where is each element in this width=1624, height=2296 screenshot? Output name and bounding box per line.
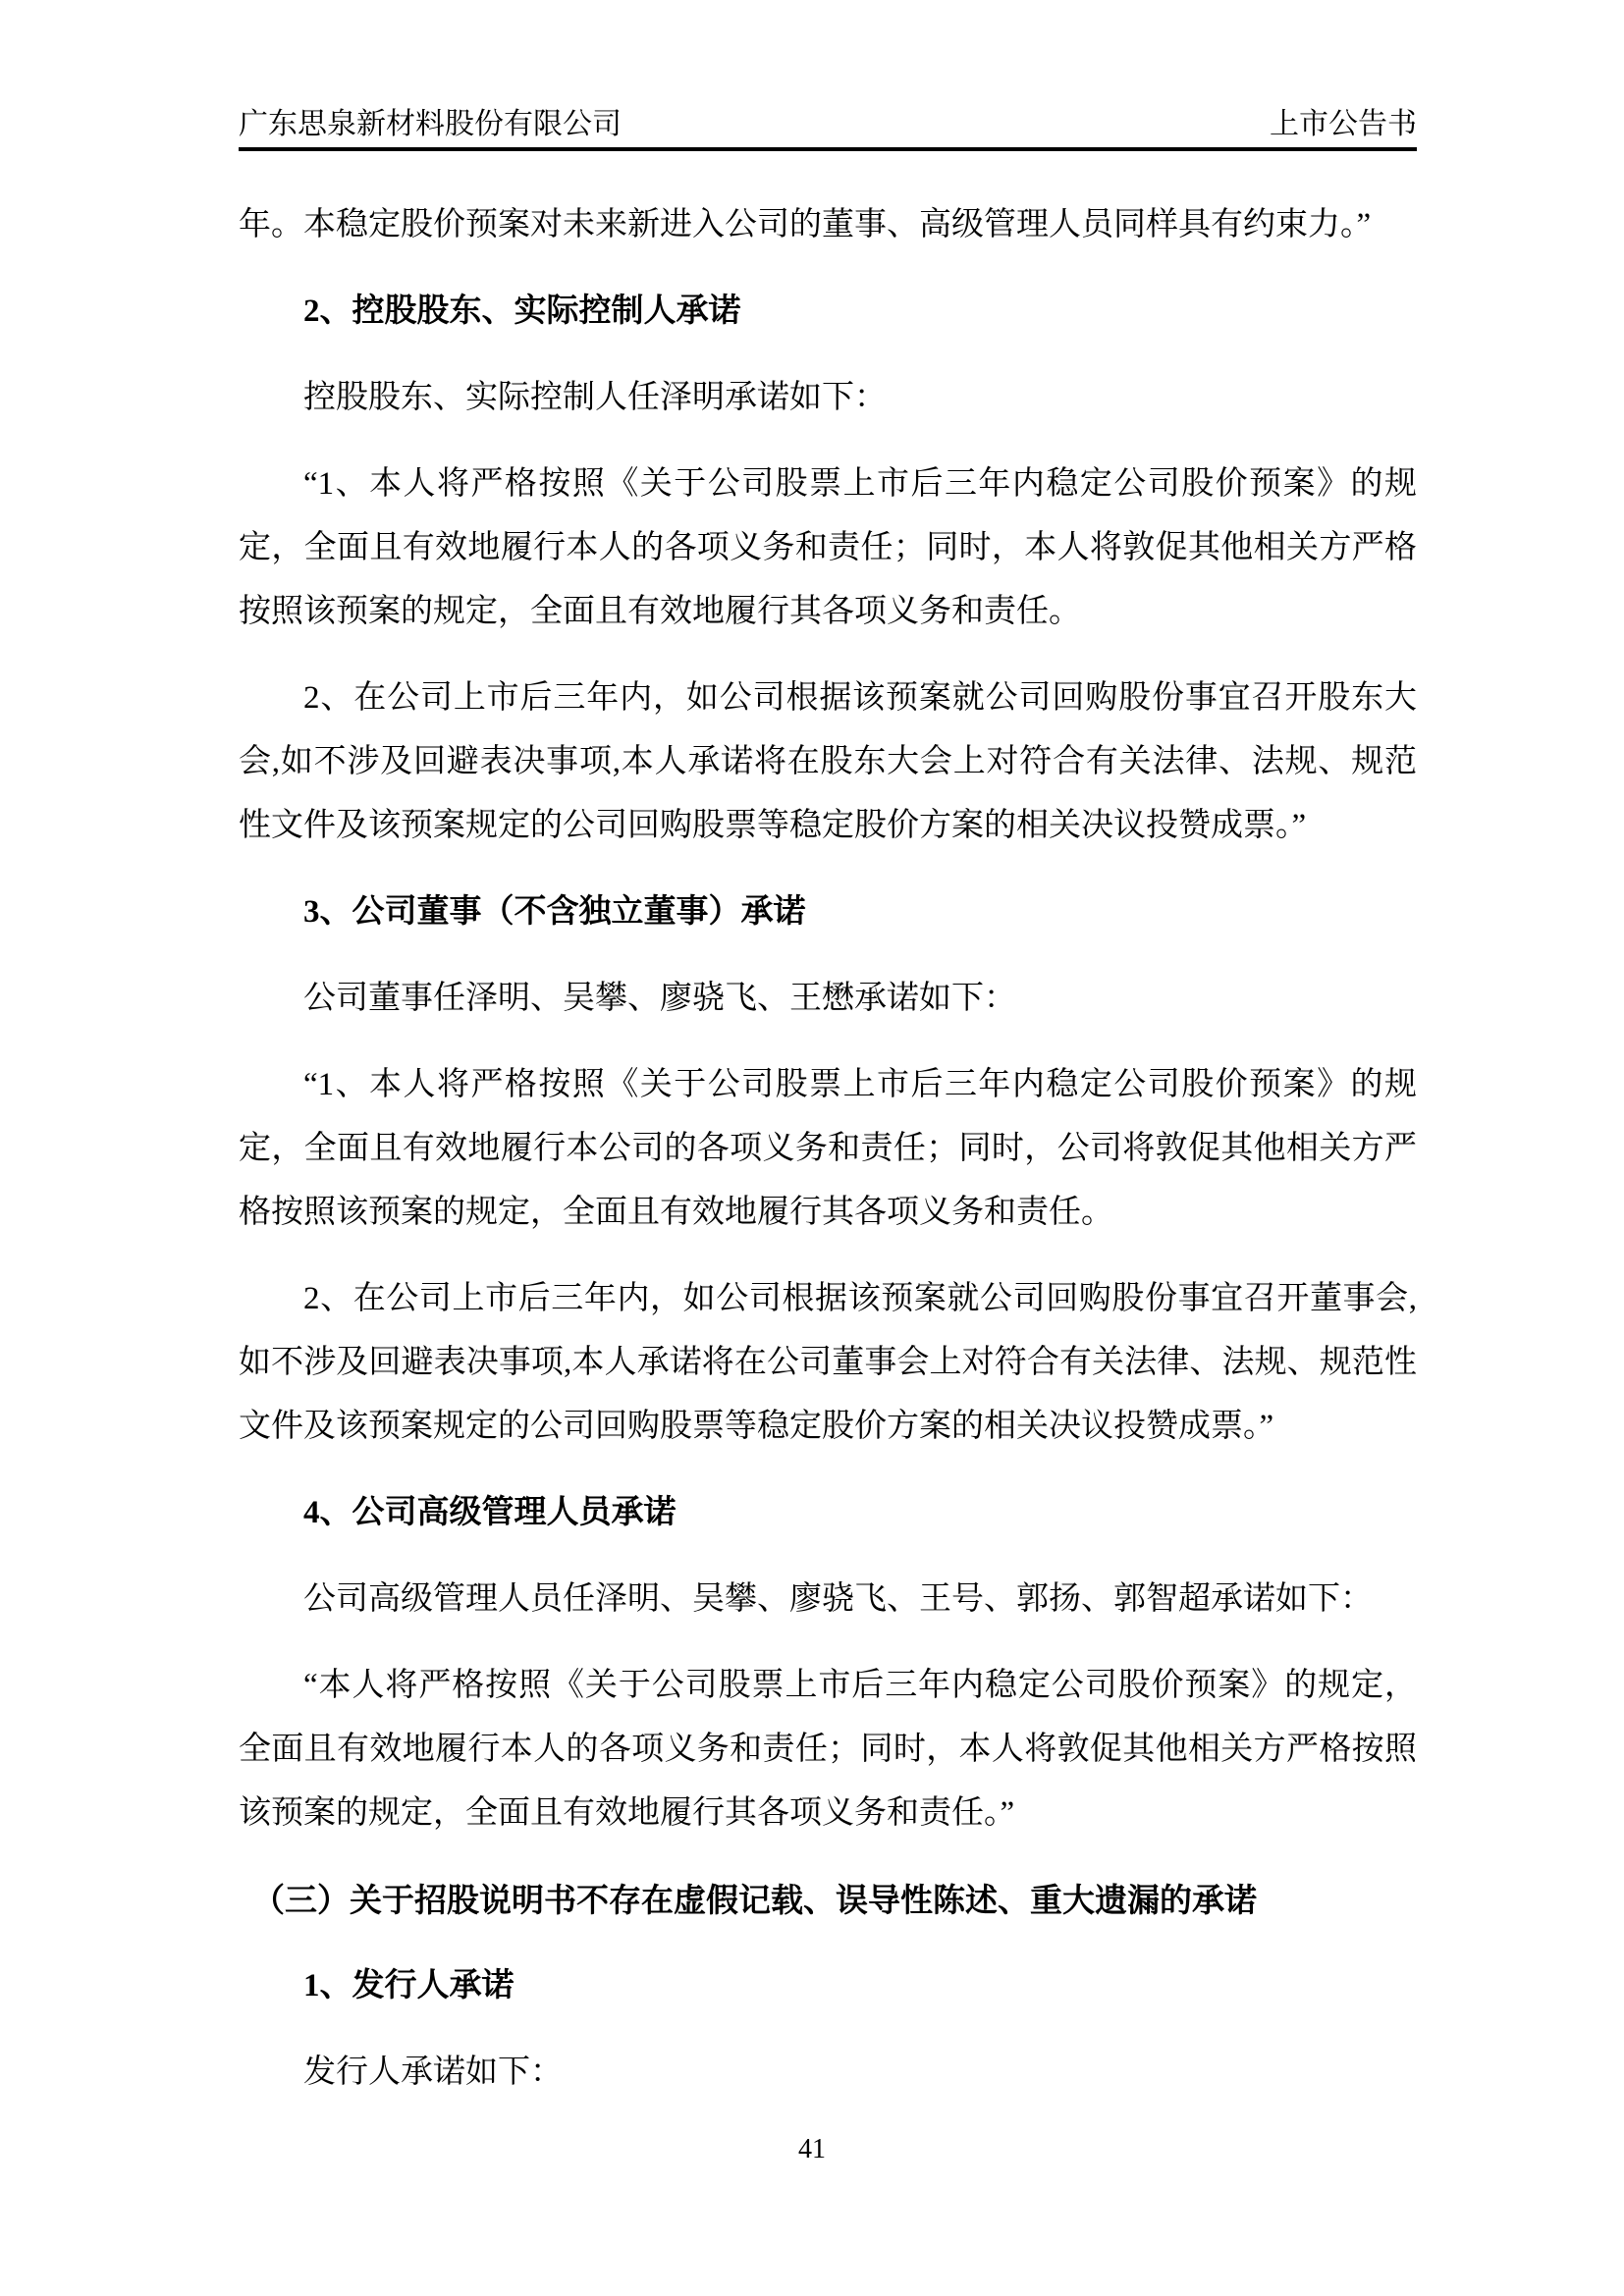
header-company-name: 广东思泉新材料股份有限公司 <box>239 108 622 140</box>
heading: 4、公司高级管理人员承诺 <box>303 1495 677 1530</box>
heading: 3、公司董事（不含独立董事）承诺 <box>303 894 806 930</box>
paragraph: 公司董事任泽明、吴攀、廖骁飞、王懋承诺如下： <box>303 981 1016 1016</box>
heading: 2、控股股东、实际控制人承诺 <box>303 294 741 329</box>
page-footer <box>0 2128 1624 2171</box>
paragraph: “1、本人将严格按照《关于公司股票上市后三年内稳定公司股价预案》的规定，全面且有效地履行本公司的各项义务和责任；同时，公司将敦促其他相关方严格按照该预案的规定，全面且有效地履行其各项义务和责任。 <box>239 1067 1417 1230</box>
header-doc-type: 上市公告书 <box>1270 108 1417 140</box>
page-number: 41 <box>798 2134 826 2164</box>
paragraph: 2、在公司上市后三年内，如公司根据该预案就公司回购股份事宜召开董事会,如不涉及回避表决事项,本人承诺将在公司董事会上对符合有关法律、法规、规范性文件及该预案规定的公司回购股票等稳定股价方案的相关决议投赞成票。” <box>239 1281 1417 1444</box>
heading: （三）关于招股说明书不存在虚假记载、误导性陈述、重大遗漏的承诺 <box>252 1882 1257 1918</box>
paragraph: 年。本稳定股价预案对未来新进入公司的董事、高级管理人员同样具有约束力。” <box>239 207 1372 242</box>
paragraph: 控股股东、实际控制人任泽明承诺如下： <box>303 380 887 415</box>
page-header <box>239 106 1417 151</box>
paragraph: 2、在公司上市后三年内，如公司根据该预案就公司回购股份事宜召开股东大会,如不涉及回避表决事项,本人承诺将在股东大会上对符合有关法律、法规、规范性文件及该预案规定的公司回购股票等稳定股价方案的相关决议投赞成票。” <box>239 680 1417 843</box>
paragraph: 发行人承诺如下： <box>303 2055 563 2090</box>
paragraph: “本人将严格按照《关于公司股票上市后三年内稳定公司股价预案》的规定，全面且有效地履行本人的各项义务和责任；同时，本人将敦促其他相关方严格按照该预案的规定，全面且有效地履行其各项义务和责任。” <box>239 1668 1417 1831</box>
heading: 1、发行人承诺 <box>303 1968 514 2003</box>
paragraph: “1、本人将严格按照《关于公司股票上市后三年内稳定公司股价预案》的规定，全面且有效地履行本人的各项义务和责任；同时，本人将敦促其他相关方严格按照该预案的规定，全面且有效地履行其各项义务和责任。 <box>239 466 1417 629</box>
paragraph: 公司高级管理人员任泽明、吴攀、廖骁飞、王号、郭扬、郭智超承诺如下： <box>303 1581 1373 1617</box>
document-body <box>239 193 1417 2127</box>
